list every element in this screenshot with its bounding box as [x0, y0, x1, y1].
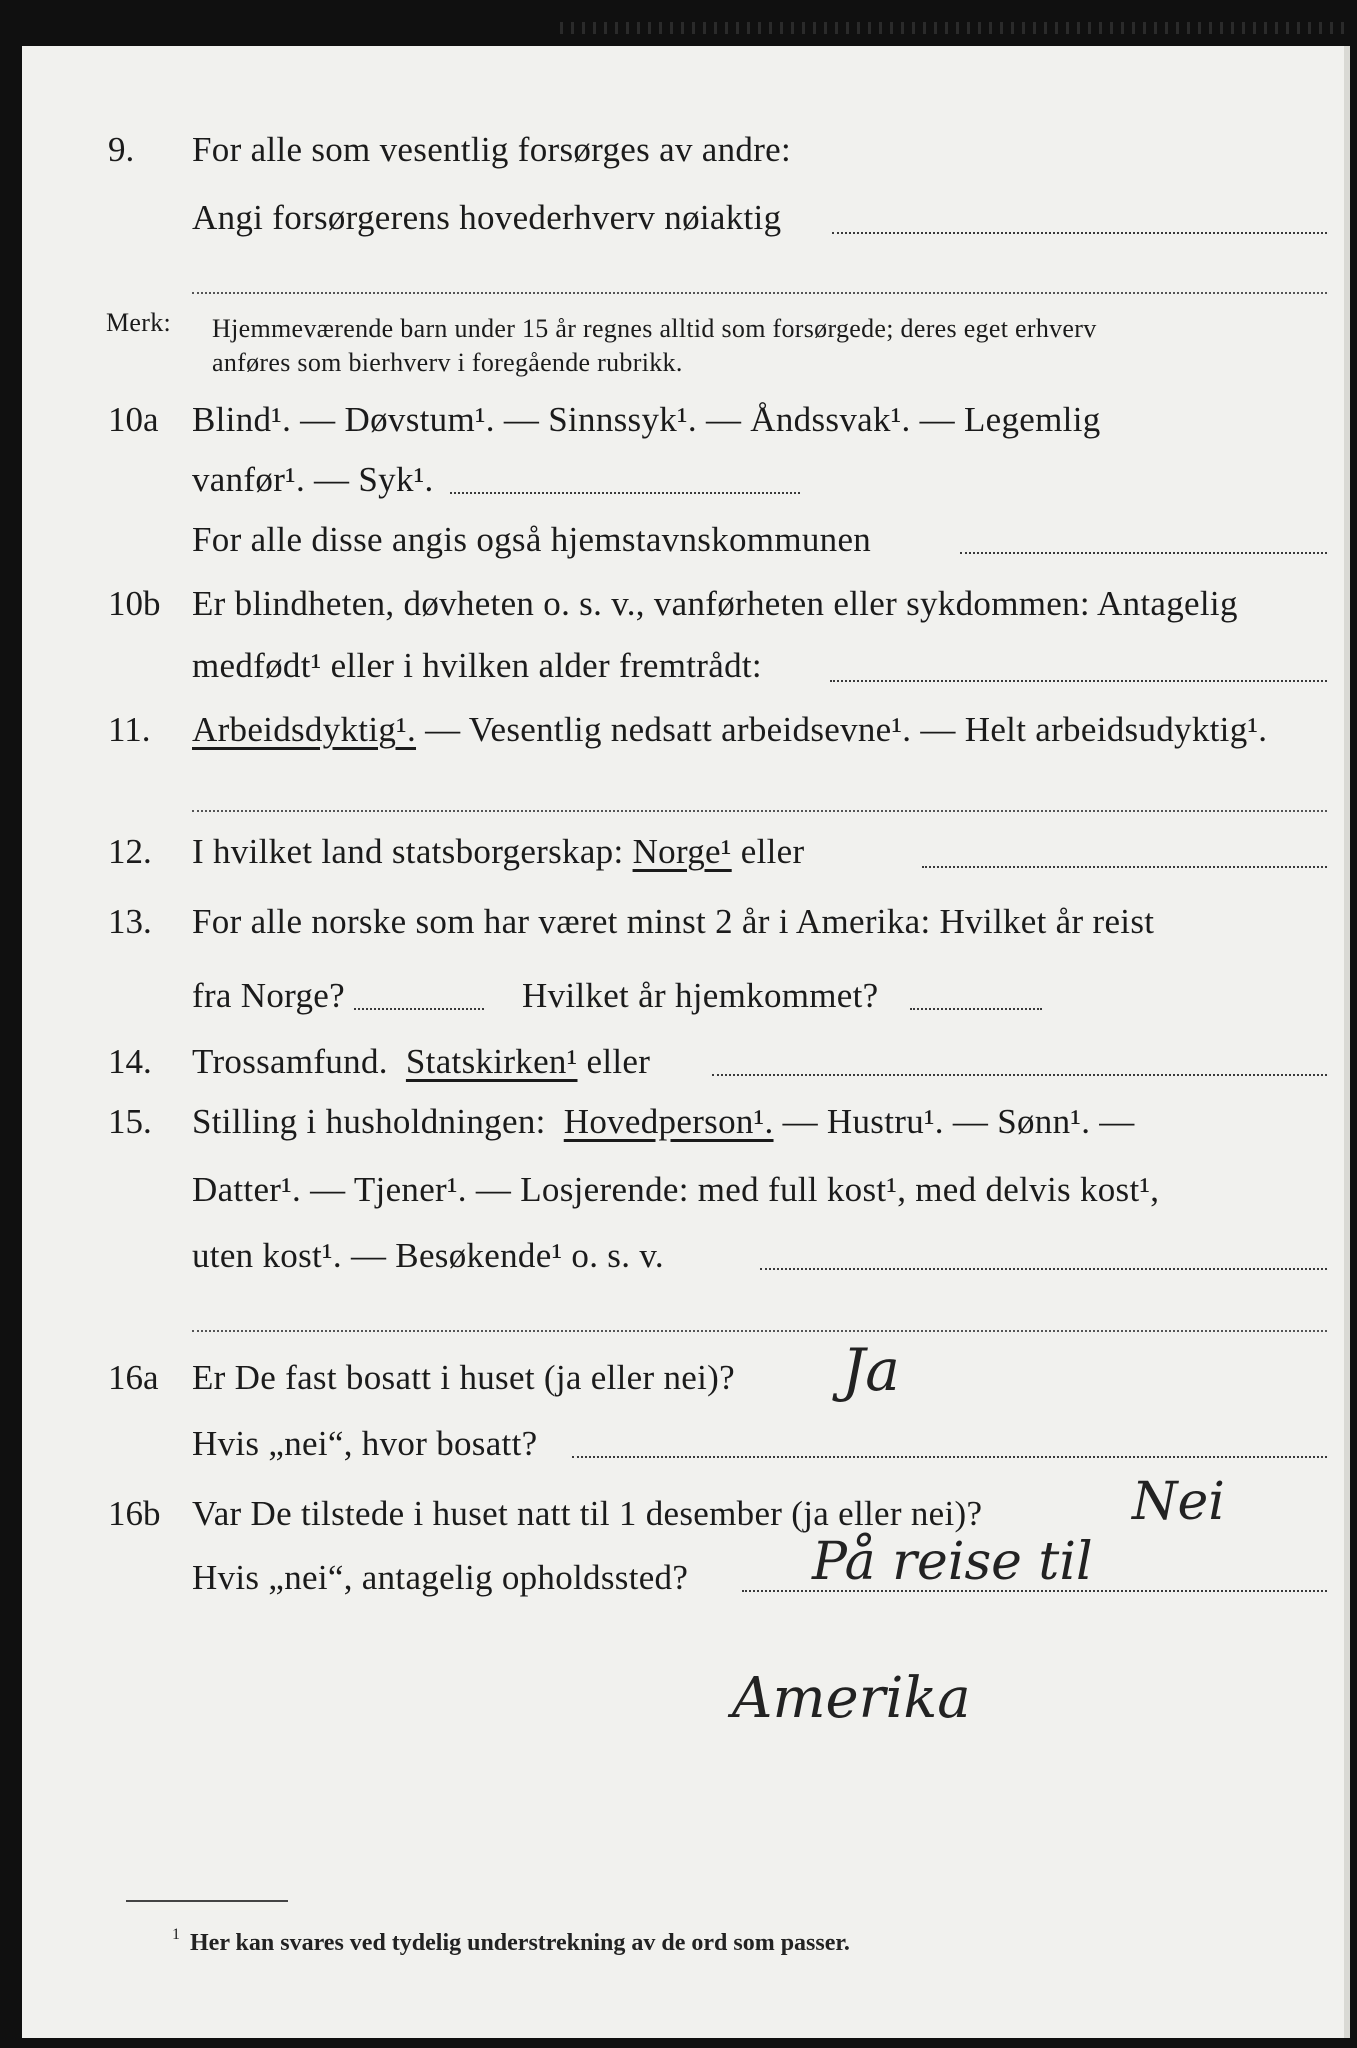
q9-extra-line	[192, 292, 1327, 294]
q12-number: 12.	[108, 832, 152, 871]
q14-selected-option: Statskirken¹	[405, 1042, 578, 1081]
q9-answer-field[interactable]	[832, 232, 1327, 234]
q16a-line1: Er De fast bosatt i huset (ja eller nei)?	[192, 1358, 735, 1397]
q14-line	[192, 1042, 650, 1082]
q16a-number: 16a	[108, 1358, 159, 1397]
q10a-line1: Blind¹. — Døvstum¹. — Sinnssyk¹. — Åndssvak¹. — Legemlig	[192, 400, 1101, 439]
q12-answer-field[interactable]	[922, 866, 1327, 868]
q10a-syk-field[interactable]	[450, 492, 800, 494]
q10b-number: 10b	[108, 584, 161, 623]
q16b-handwritten-answer: Nei	[1132, 1472, 1225, 1532]
q15-other-options: — Hustru¹. — Sønn¹. —	[773, 1102, 1135, 1141]
q14-alt: eller	[577, 1042, 651, 1081]
footnote-text: Her kan svares ved tydelig understrekning av de ord som passer.	[190, 1930, 850, 1956]
q10a-line3: For alle disse angis også hjemstavnskommunen	[192, 520, 872, 559]
q10b-answer-field[interactable]	[830, 680, 1327, 682]
q15-line1	[192, 1102, 1135, 1142]
q13-line2b: Hvilket år hjemkommet?	[522, 976, 879, 1015]
q11-selected-option: Arbeidsdyktig¹.	[192, 710, 417, 749]
q13-line1: For alle norske som har været minst 2 år i Amerika: Hvilket år reist	[192, 902, 1155, 941]
q10a-line2: vanfør¹. — Syk¹.	[192, 460, 434, 499]
q10b-line1: Er blindheten, døvheten o. s. v., vanførheten eller sykdommen: Antagelig	[192, 584, 1238, 623]
footnote-mark: 1	[172, 1926, 180, 1943]
q16a-bosatt-field[interactable]	[572, 1456, 1327, 1458]
merk-label: Merk:	[106, 308, 172, 337]
q13-hjemkommet-field[interactable]	[910, 1008, 1042, 1010]
page-edge	[1344, 46, 1350, 2038]
q11-line	[192, 710, 1267, 750]
q10a-hjemstavn-field[interactable]	[960, 552, 1327, 554]
q12-line	[192, 832, 804, 872]
q15-extra-line	[192, 1330, 1327, 1332]
q10b-line2: medfødt¹ eller i hvilken alder fremtrådt:	[192, 646, 762, 685]
q13-line2a: fra Norge?	[192, 976, 345, 1015]
q15-number: 15.	[108, 1102, 152, 1141]
q11-other-options: — Vesentlig nedsatt arbeidsevne¹. — Helt arbeidsudyktig¹.	[416, 710, 1268, 749]
q13-number: 13.	[108, 902, 152, 941]
q13-reist-field[interactable]	[354, 1008, 484, 1010]
q15-line3: uten kost¹. — Besøkende¹ o. s. v.	[192, 1236, 664, 1275]
q16b-number: 16b	[108, 1494, 161, 1533]
film-edge-strip	[560, 22, 1350, 34]
q16b-line2: Hvis „nei“, antagelig opholdssted?	[192, 1558, 689, 1597]
q9-number: 9.	[108, 130, 135, 169]
q12-alt: eller	[731, 832, 805, 871]
q11-extra-line	[192, 810, 1327, 812]
q15-line2: Datter¹. — Tjener¹. — Losjerende: med full kost¹, med delvis kost¹,	[192, 1170, 1160, 1209]
q14-answer-field[interactable]	[712, 1074, 1327, 1076]
q12-question: I hvilket land statsborgerskap:	[192, 832, 624, 871]
q11-number: 11.	[108, 710, 151, 749]
q14-question: Trossamfund.	[192, 1042, 388, 1081]
q15-answer-field[interactable]	[760, 1268, 1327, 1270]
q16a-line2: Hvis „nei“, hvor bosatt?	[192, 1424, 538, 1463]
q16b-handwritten-place-cont: Amerika	[732, 1666, 971, 1731]
q16a-handwritten-answer: Ja	[842, 1336, 900, 1404]
q12-selected-option: Norge¹	[632, 832, 732, 871]
q15-selected-option: Hovedperson¹.	[563, 1102, 774, 1141]
q9-line2: Angi forsørgerens hovederhverv nøiaktig	[192, 198, 782, 237]
q10a-number: 10a	[108, 400, 159, 439]
footnote-rule	[126, 1900, 288, 1902]
q16b-handwritten-place: På reise til	[812, 1532, 1093, 1592]
census-form-page	[22, 46, 1344, 2038]
merk-line2: anføres som bierhverv i foregående rubrikk.	[212, 348, 683, 377]
merk-line1: Hjemmeværende barn under 15 år regnes alltid som forsørgede; deres eget erhverv	[212, 314, 1097, 343]
q16b-line1: Var De tilstede i huset natt til 1 desember (ja eller nei)?	[192, 1494, 983, 1533]
q14-number: 14.	[108, 1042, 152, 1081]
q15-question: Stilling i husholdningen:	[192, 1102, 546, 1141]
q9-line1: For alle som vesentlig forsørges av andre:	[192, 130, 792, 169]
